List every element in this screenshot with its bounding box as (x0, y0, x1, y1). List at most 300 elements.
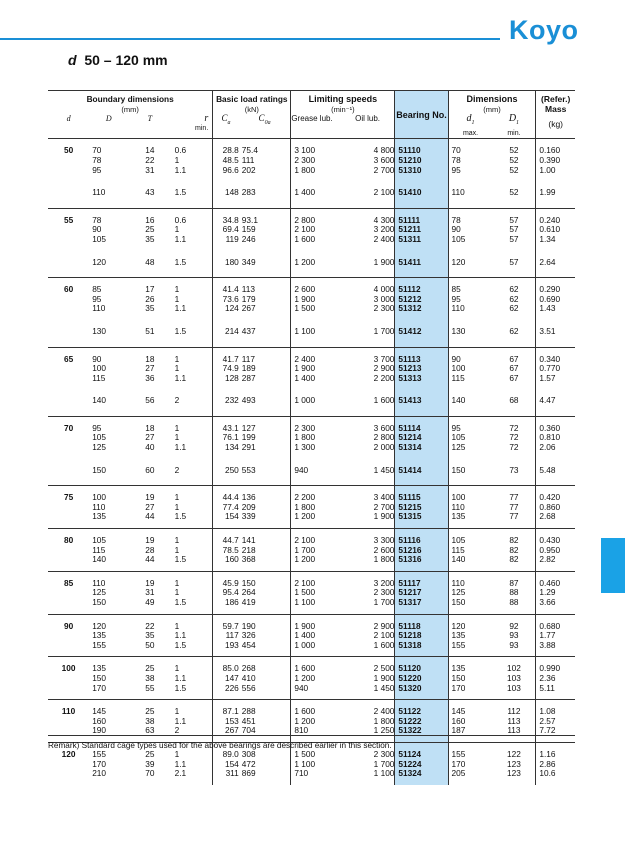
cell-D1: 122 (493, 742, 536, 759)
cell-bearing: 51410 (395, 179, 448, 208)
cell-T: 27 (145, 432, 155, 443)
cell-d1: 110 (451, 303, 465, 314)
cell-r: 1 (172, 416, 213, 433)
cell-r: 2 (172, 457, 213, 486)
cell-oil: 3 600 (341, 156, 395, 166)
cell-bearing: 51413 (395, 387, 448, 416)
cell-r: 1.1 (172, 717, 213, 727)
cell-C0a: 339 (239, 512, 291, 528)
cell-D1: 82 (493, 546, 536, 556)
cell-mass: 3.51 (539, 325, 556, 336)
cell-grease: 1 100 (294, 325, 316, 336)
cell-bearing: 51312 (395, 304, 448, 318)
cell-T: 39 (145, 758, 155, 769)
cell-Ca: 44.7 (213, 529, 239, 546)
cell-d1: 115 (451, 544, 465, 555)
bearing-table (48, 90, 575, 785)
cell-Ca: 119 (225, 233, 239, 244)
cell-bearing: 51116 (395, 529, 448, 546)
cell-Ca: 154 (224, 758, 239, 769)
cell-Ca: 95.4 (222, 587, 239, 598)
cell-D: 210 (92, 768, 107, 779)
cell-r: 2.1 (172, 769, 213, 785)
cell-bearing: 51217 (395, 588, 448, 598)
bore-diameter: 50 (48, 139, 89, 208)
cell-T: 48 (145, 256, 155, 267)
cell-oil: 1 600 (341, 641, 395, 657)
cell-C0a: 267 (239, 304, 291, 318)
cell-D1: 92 (493, 614, 536, 631)
bore-diameter: 120 (48, 742, 89, 784)
bore-diameter: 65 (48, 347, 89, 416)
cell-grease: 940 (294, 464, 309, 475)
cell-d1: 135 (451, 511, 466, 522)
cell-Ca: 153 (224, 715, 239, 726)
cell-C0a: 556 (239, 684, 291, 700)
cell-D: 110 (92, 501, 106, 512)
cell-Ca: 45.9 (213, 571, 239, 588)
cell-Ca: 43.1 (213, 416, 239, 433)
cell-mass: 2.82 (539, 554, 556, 565)
header-load-unit: (kN) (244, 104, 259, 114)
cell-D1: 82 (493, 555, 536, 571)
cell-grease: 1 100 (294, 597, 316, 607)
cell-C0a: 349 (239, 249, 291, 278)
section-tab (601, 538, 625, 593)
cell-bearing: 51216 (395, 546, 448, 556)
title-variable: d (68, 52, 77, 68)
cell-bearing: 51110 (395, 139, 448, 156)
cell-Ca: 134 (224, 442, 239, 453)
header-rule (0, 38, 500, 40)
cell-r: 1 (172, 529, 213, 546)
cell-C0a: 553 (239, 457, 291, 486)
cell-d1: 70 (448, 139, 492, 156)
cell-D1: 57 (493, 235, 536, 249)
cell-mass: 0.420 (536, 486, 575, 503)
cell-D: 90 (89, 347, 128, 364)
cell-r: 2 (172, 387, 213, 416)
cell-Ca: 77.4 (222, 501, 239, 512)
table-row (48, 760, 575, 770)
cell-C0a: 410 (239, 674, 291, 684)
cell-d1: 95 (451, 164, 461, 175)
cell-d1: 110 (451, 187, 465, 198)
cell-r: 1.5 (172, 684, 213, 700)
cell-C0a: 127 (239, 416, 291, 433)
cell-T: 63 (145, 725, 155, 736)
cell-C0a: 159 (239, 225, 291, 235)
cell-D: 95 (92, 164, 102, 175)
cell-Ca: 69.4 (222, 224, 239, 235)
cell-T: 70 (145, 768, 155, 779)
cell-d1: 110 (448, 571, 492, 588)
cell-grease: 2 100 (291, 571, 341, 588)
cell-d1: 115 (451, 372, 465, 383)
cell-C0a: 451 (239, 717, 291, 727)
cell-grease: 3 100 (291, 139, 341, 156)
cell-mass: 1.57 (539, 372, 556, 383)
cell-mass: 2.64 (539, 256, 556, 267)
cell-T: 38 (145, 672, 155, 683)
cell-Ca: 148 (224, 187, 239, 198)
cell-D: 90 (92, 224, 102, 235)
cell-Ca: 250 (224, 464, 239, 475)
cell-D: 125 (92, 587, 107, 598)
cell-d1: 95 (448, 416, 492, 433)
table-row (48, 249, 575, 278)
cell-oil: 2 300 (341, 304, 395, 318)
col-r: r min. (172, 114, 213, 139)
cell-D: 78 (89, 208, 128, 225)
cell-T: 56 (145, 395, 155, 406)
cell-bearing: 51320 (395, 684, 448, 700)
cell-bearing: 51220 (395, 674, 448, 684)
cell-grease: 710 (294, 768, 309, 779)
cell-oil: 1 900 (341, 674, 395, 684)
cell-bearing: 51412 (395, 318, 448, 347)
cell-mass: 2.57 (539, 715, 556, 726)
cell-grease: 1 500 (294, 587, 316, 598)
cell-D1: 77 (493, 486, 536, 503)
cell-grease: 1 900 (291, 614, 341, 631)
cell-bearing: 51213 (395, 364, 448, 374)
cell-C0a: 190 (239, 614, 291, 631)
cell-d1: 125 (451, 442, 466, 453)
cell-d1: 105 (448, 529, 492, 546)
cell-r: 1 (172, 486, 213, 503)
table-row (48, 347, 575, 364)
cell-oil: 2 300 (341, 742, 395, 759)
cell-bearing: 51111 (395, 208, 448, 225)
cell-bearing: 51112 (395, 278, 448, 295)
cell-bearing: 51224 (395, 760, 448, 770)
cell-d1: 125 (451, 587, 466, 598)
cell-mass: 7.72 (539, 725, 556, 736)
cell-T: 35 (145, 303, 155, 314)
cell-r: 1.5 (172, 555, 213, 571)
cell-Ca: 214 (224, 325, 239, 336)
cell-r: 1.5 (172, 249, 213, 278)
cell-T: 26 (145, 293, 155, 304)
cell-T: 19 (128, 529, 171, 546)
cell-grease: 2 800 (291, 208, 341, 225)
header-mass: (Refer.) Mass (541, 94, 571, 114)
cell-D1: 123 (493, 769, 536, 785)
cell-mass: 5.48 (539, 464, 556, 475)
cell-grease: 2 600 (291, 278, 341, 295)
cell-D: 170 (92, 758, 107, 769)
bore-diameter: 55 (48, 208, 89, 277)
cell-mass: 0.610 (539, 224, 561, 235)
cell-oil: 2 000 (341, 443, 395, 457)
cell-r: 1 (172, 546, 213, 556)
cell-grease: 1 700 (294, 544, 316, 555)
cell-Ca: 96.6 (222, 164, 239, 175)
cell-D: 140 (92, 554, 107, 565)
cell-D: 190 (92, 725, 107, 736)
cell-Ca: 28.8 (213, 139, 239, 156)
cell-d1: 155 (448, 742, 492, 759)
cell-C0a: 199 (239, 433, 291, 443)
cell-d1: 105 (451, 233, 466, 244)
cell-C0a: 419 (239, 598, 291, 614)
cell-C0a: 136 (239, 486, 291, 503)
cell-r: 1 (172, 295, 213, 305)
cell-mass: 2.68 (539, 511, 556, 522)
cell-grease: 1 600 (294, 233, 316, 244)
cell-D1: 103 (493, 674, 536, 684)
table-row (48, 416, 575, 433)
cell-oil: 2 400 (341, 235, 395, 249)
cell-bearing: 51120 (395, 657, 448, 674)
cell-D: 150 (92, 597, 107, 607)
cell-oil: 1 600 (341, 387, 395, 416)
cell-grease: 1 300 (294, 442, 316, 453)
cell-mass: 0.860 (539, 501, 561, 512)
cell-T: 50 (145, 639, 155, 650)
cell-D: 115 (92, 544, 106, 555)
cell-bearing: 51324 (395, 769, 448, 785)
cell-r: 1.5 (172, 318, 213, 347)
cell-mass: 0.990 (536, 657, 575, 674)
cell-D: 100 (92, 363, 107, 374)
cell-Ca: 124 (224, 303, 239, 314)
cell-bearing: 51215 (395, 503, 448, 513)
cell-mass: 0.680 (536, 614, 575, 631)
cell-D: 140 (92, 395, 107, 406)
cell-grease: 1 200 (294, 672, 316, 683)
cell-d1: 160 (451, 715, 466, 726)
cell-Ca: 186 (224, 597, 239, 607)
cell-Ca: 44.4 (213, 486, 239, 503)
col-d1: $d_1$ max. (462, 113, 479, 137)
cell-D1: 88 (493, 588, 536, 598)
cell-oil: 2 100 (341, 631, 395, 641)
cell-d1: 145 (448, 700, 492, 717)
cell-bearing: 51210 (395, 156, 448, 166)
header-boundary-unit: (mm) (121, 104, 139, 114)
header-dims-unit: (mm) (483, 104, 501, 114)
cell-oil: 3 400 (341, 486, 395, 503)
cell-grease: 1 200 (294, 511, 316, 522)
cell-T: 60 (145, 464, 155, 475)
cell-oil: 2 300 (341, 588, 395, 598)
cell-D: 95 (92, 293, 102, 304)
cell-oil: 4 800 (341, 139, 395, 156)
cell-C0a: 264 (239, 588, 291, 598)
cell-D1: 72 (493, 443, 536, 457)
cell-grease: 1 100 (294, 758, 316, 769)
cell-T: 22 (145, 154, 155, 165)
table-row (48, 684, 575, 700)
cell-d1: 187 (451, 725, 466, 736)
cell-grease: 1 500 (291, 742, 341, 759)
cell-r: 1 (172, 742, 213, 759)
cell-D: 110 (92, 303, 106, 314)
cell-r: 1 (172, 657, 213, 674)
cell-oil: 2 700 (341, 503, 395, 513)
cell-T: 31 (145, 164, 155, 175)
cell-D1: 67 (493, 347, 536, 364)
cell-d1: 85 (448, 278, 492, 295)
table-bottom-rule (48, 735, 575, 736)
title-range: 50 – 120 mm (84, 52, 168, 68)
cell-bearing: 51114 (395, 416, 448, 433)
table-row (48, 443, 575, 457)
col-oil: Oil lub. (341, 114, 395, 139)
cell-Ca: 76.1 (222, 432, 239, 443)
cell-d1: 205 (451, 768, 466, 779)
cell-T: 31 (145, 587, 155, 598)
cell-Ca: 147 (224, 672, 239, 683)
table-row (48, 457, 575, 486)
brand-logo: Koyo (509, 15, 579, 45)
cell-mass: 3.88 (539, 639, 556, 650)
cell-grease: 1 200 (294, 715, 316, 726)
cell-r: 1.1 (172, 760, 213, 770)
cell-D: 105 (92, 233, 107, 244)
cell-D: 155 (92, 639, 107, 650)
cell-mass: 10.6 (539, 768, 556, 779)
cell-mass: 4.47 (539, 395, 556, 406)
cell-C0a: 454 (239, 641, 291, 657)
cell-Ca: 117 (225, 630, 239, 641)
cell-r: 1.5 (172, 598, 213, 614)
cell-grease: 1 800 (294, 501, 316, 512)
cell-D: 135 (89, 657, 128, 674)
cell-d1: 150 (451, 597, 466, 607)
cell-Ca: 78.5 (222, 544, 239, 555)
cell-Ca: 193 (224, 639, 239, 650)
cell-d1: 105 (451, 432, 466, 443)
cell-d1: 100 (451, 363, 466, 374)
cell-D: 125 (92, 442, 107, 453)
table-row (48, 304, 575, 318)
cell-d1: 150 (451, 464, 466, 475)
cell-D1: 62 (493, 318, 536, 347)
cell-T: 14 (128, 139, 171, 156)
cell-oil: 3 200 (341, 225, 395, 235)
cell-bearing: 51315 (395, 512, 448, 528)
cell-D: 85 (89, 278, 128, 295)
cell-oil: 1 800 (341, 555, 395, 571)
cell-Ca: 41.7 (213, 347, 239, 364)
table-row (48, 278, 575, 295)
cell-D1: 93 (493, 631, 536, 641)
cell-T: 17 (128, 278, 171, 295)
cell-grease: 2 400 (291, 347, 341, 364)
cell-bearing: 51311 (395, 235, 448, 249)
cell-C0a: 150 (239, 571, 291, 588)
cell-C0a: 141 (239, 529, 291, 546)
cell-T: 28 (145, 544, 155, 555)
cell-D1: 52 (493, 179, 536, 208)
cell-grease: 2 100 (291, 529, 341, 546)
col-d: d (66, 114, 71, 124)
table-row (48, 374, 575, 388)
cell-oil: 1 800 (341, 717, 395, 727)
table-row (48, 512, 575, 528)
cell-mass: 0.430 (536, 529, 575, 546)
table-body (48, 139, 575, 785)
cell-d1: 155 (451, 639, 466, 650)
cell-mass: 0.690 (539, 293, 561, 304)
cell-bearing: 51124 (395, 742, 448, 759)
cell-oil: 1 450 (341, 457, 395, 486)
cell-oil: 2 100 (341, 179, 395, 208)
cell-mass: 2.36 (539, 672, 556, 683)
cell-grease: 2 300 (291, 416, 341, 433)
cell-mass: 0.810 (539, 432, 561, 443)
cell-C0a: 704 (239, 726, 291, 742)
cell-Ca: 87.1 (213, 700, 239, 717)
cell-D1: 77 (493, 512, 536, 528)
cell-D: 155 (89, 742, 128, 759)
header-speed-unit: (min⁻¹) (331, 104, 355, 114)
cell-T: 25 (128, 657, 171, 674)
cell-Ca: 85.0 (213, 657, 239, 674)
cell-bearing: 51310 (395, 166, 448, 180)
cell-D1: 62 (493, 304, 536, 318)
cell-D1: 73 (493, 457, 536, 486)
cell-D: 170 (92, 682, 107, 693)
cell-T: 22 (128, 614, 171, 631)
cell-Ca: 128 (224, 372, 239, 383)
cell-D1: 62 (493, 295, 536, 305)
bore-diameter: 85 (48, 571, 89, 614)
cell-grease: 1 000 (294, 395, 316, 406)
cell-D1: 67 (493, 374, 536, 388)
table-row (48, 641, 575, 657)
cell-D1: 52 (493, 139, 536, 156)
cell-oil: 1 900 (341, 249, 395, 278)
cell-T: 19 (128, 486, 171, 503)
cell-D: 135 (92, 630, 107, 641)
cell-T: 18 (128, 416, 171, 433)
cell-C0a: 869 (239, 769, 291, 785)
cell-T: 43 (145, 187, 155, 198)
cell-D: 70 (89, 139, 128, 156)
cell-Ca: 267 (224, 725, 239, 736)
cell-T: 27 (145, 363, 155, 374)
cell-D1: 62 (493, 278, 536, 295)
cell-Ca: 180 (224, 256, 239, 267)
cell-D1: 102 (493, 657, 536, 674)
cell-Ca: 74.9 (222, 363, 239, 374)
table-row (48, 657, 575, 674)
cell-d1: 120 (451, 256, 466, 267)
cell-C0a: 288 (239, 700, 291, 717)
cell-grease: 2 300 (294, 154, 316, 165)
header-dims: Dimensions (466, 94, 518, 104)
table-row (48, 529, 575, 546)
cell-T: 27 (145, 501, 155, 512)
cell-T: 25 (128, 700, 171, 717)
cell-bearing: 51322 (395, 726, 448, 742)
cell-T: 35 (145, 630, 155, 641)
cell-D1: 87 (493, 571, 536, 588)
cell-Ca: 89.0 (213, 742, 239, 759)
cell-T: 36 (145, 372, 155, 383)
cell-Ca: 226 (224, 682, 239, 693)
cell-D1: 82 (493, 529, 536, 546)
cell-D: 115 (92, 372, 106, 383)
bore-diameter: 75 (48, 486, 89, 529)
cell-C0a: 246 (239, 235, 291, 249)
cell-r: 1.1 (172, 374, 213, 388)
cell-oil: 3 200 (341, 571, 395, 588)
